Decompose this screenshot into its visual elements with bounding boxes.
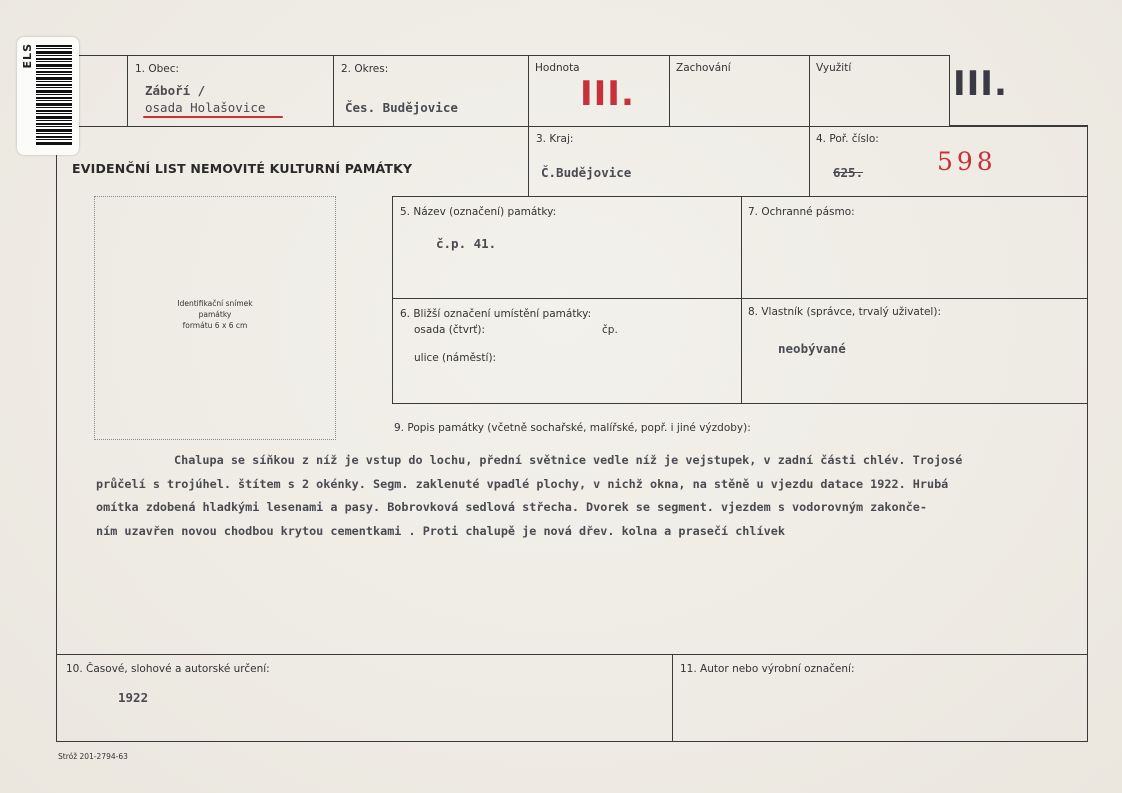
div-hodnota — [528, 55, 529, 196]
popis-line-2: průčelí s trojúhel. štítem s 2 okénky. Segm. zaklenuté vpadlé plochy, v nichž okna, na stěně u vjezdu datace 1922. Hrubá — [96, 476, 949, 491]
osada-label: osada (čtvrť): — [414, 324, 486, 336]
casove-label: 10. Časové, slohové a autorské určení: — [66, 663, 270, 675]
block-midline — [392, 298, 1087, 299]
hodnota-label: Hodnota — [535, 62, 580, 74]
nazev-value: č.p. 41. — [436, 236, 497, 251]
photo-caption-line1: Identifikační snímek — [177, 299, 253, 308]
vlastnik-value: neobývané — [778, 341, 846, 356]
popis-line-3: omítka zdobená hladkými lesenami a pasy. Bobrovková sedlová střecha. Dvorek se segment. vjezdem s vodorovným zakonče- — [96, 500, 927, 514]
block-bottom — [392, 403, 1087, 404]
umisteni-label: 6. Bližší označení umístění památky: — [400, 308, 592, 320]
frame-top — [78, 55, 949, 56]
cislo-old: 625. — [833, 165, 864, 180]
okres-value: Čes. Budějovice — [345, 100, 458, 115]
ulice-label: ulice (náměstí): — [414, 352, 497, 364]
hodnota-value: III. — [580, 74, 635, 114]
obec-underline — [143, 116, 283, 118]
kraj-label: 3. Kraj: — [536, 133, 574, 145]
frame-bottom — [56, 741, 1088, 742]
popis-label: 9. Popis památky (včetně sochařské, malířské, popř. i jiné výzdoby): — [394, 422, 751, 434]
barcode-label — [17, 37, 79, 155]
vlastnik-label: 8. Vlastník (správce, trvalý uživatel): — [748, 306, 941, 318]
block-left — [392, 196, 393, 404]
popis-line-4: ním uzavřen novou chodbou krytou cementkami . Proti chalupě je nová dřev. kolna a prasečí chlívek — [96, 523, 785, 538]
vyuziti-value: III. — [953, 64, 1008, 104]
obec-label: 1. Obec: — [135, 63, 180, 75]
barcode-text: ELS — [21, 43, 34, 69]
okres-label: 2. Okres: — [341, 63, 389, 75]
popis-line-1: Chalupa se síňkou z níž je vstup do lochu, přední světnice vedle níž je vejstupek, v zadní části chlév. Trojosé — [174, 453, 963, 467]
frame-right-upper — [949, 55, 950, 126]
vyuziti-label: Využití — [816, 62, 852, 74]
photo-caption-line2: památky — [198, 310, 232, 319]
div-okres — [333, 55, 334, 127]
autor-label: 11. Autor nebo výrobní označení: — [680, 663, 855, 675]
obec-line1: Záboří / — [145, 83, 206, 98]
div-obec — [127, 55, 128, 127]
kraj-value: Č.Budějovice — [541, 165, 632, 180]
sec10-div — [672, 654, 673, 742]
cp-label: čp. — [602, 324, 618, 336]
frame-right — [1087, 125, 1088, 742]
sec10-top — [56, 654, 1088, 655]
obec-line2: osada Holašovice — [145, 100, 266, 115]
row2-bottom — [392, 196, 1087, 197]
cislo-new: 598 — [937, 147, 997, 176]
block-mid — [741, 196, 742, 404]
row1-bottom — [78, 126, 1087, 127]
div-vyuziti — [809, 55, 810, 196]
form-footer: Stróž 201-2794-63 — [58, 752, 128, 761]
barcode-icon — [36, 45, 72, 145]
popis-text — [96, 449, 1086, 543]
cislo-label: 4. Poř. číslo: — [816, 133, 879, 145]
casove-value: 1922 — [118, 690, 149, 705]
document-title: EVIDENČNÍ LIST NEMOVITÉ KULTURNÍ PAMÁTKY — [72, 161, 413, 176]
photo-placeholder — [94, 196, 336, 440]
zachovani-label: Zachování — [676, 62, 731, 74]
div-zachovani — [669, 55, 670, 127]
pasmo-label: 7. Ochranné pásmo: — [748, 206, 855, 218]
nazev-label: 5. Název (označení) památky: — [400, 206, 557, 218]
photo-caption — [95, 298, 335, 331]
photo-caption-line3: formátu 6 x 6 cm — [182, 321, 248, 330]
